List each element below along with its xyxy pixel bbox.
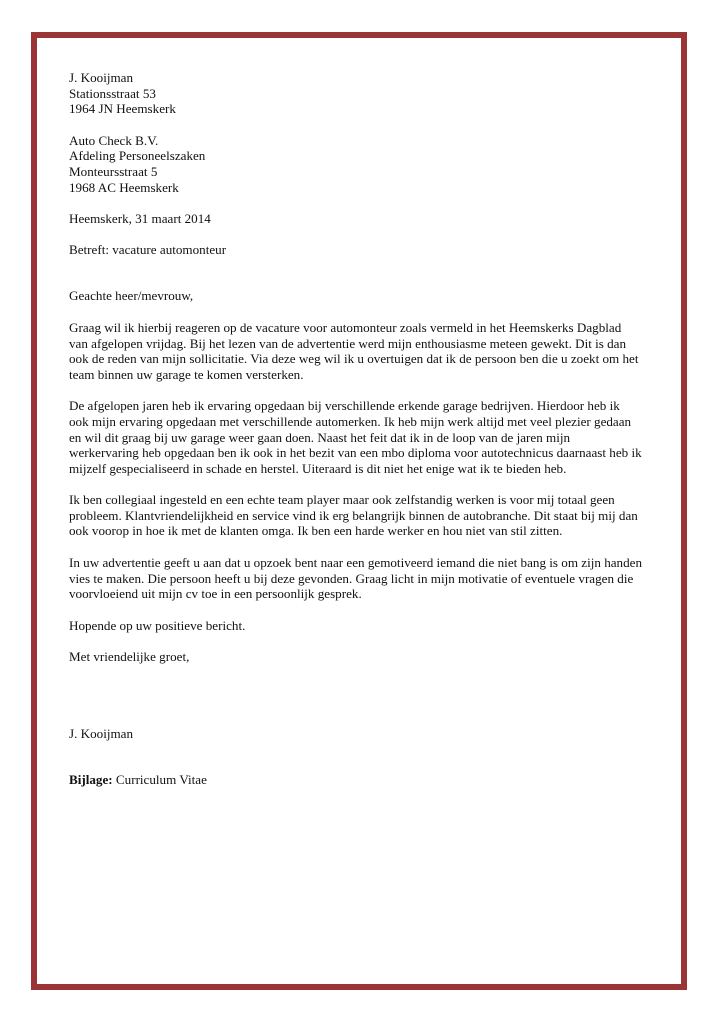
paragraph-line: Ik ben collegiaal ingesteld en een echte team player maar ook zelfstandig werken is voor mij totaal geen [69, 492, 615, 508]
paragraph-line: Graag wil ik hierbij reageren op de vacature voor automonteur zoals vermeld in het Heemskerks Dagblad [69, 319, 622, 335]
paragraph-line: In uw advertentie geeft u aan dat u opzoek bent naar een gemotiveerd iemand die niet bang is om zijn handen [69, 555, 642, 571]
attachment-line [69, 772, 689, 788]
paragraph-3 [69, 492, 689, 539]
paragraph-line: en wil dit graag bij uw garage weer gaan doen. Naast het feit dat ik in de loop van de jaren mijn [69, 429, 571, 445]
paragraph-line: van afgelopen vrijdag. Bij het lezen van de advertentie werd mijn enthousiasme meteen gewekt. Dit is dan [69, 335, 627, 351]
paragraph-line: ook voorop in hoe ik met de klanten omga. Ik ben een harde werker en hou niet van stil zitten. [69, 523, 563, 539]
closing: Met vriendelijke groet, [69, 649, 190, 665]
signature-name: J. Kooijman [69, 726, 134, 742]
recipient-department: Afdeling Personeelszaken [69, 148, 206, 164]
closing-hope: Hopende op uw positieve bericht. [69, 617, 246, 633]
paragraph-line: vies te maken. Die persoon heeft u bij deze gevonden. Graag licht in mijn motivatie of eventuele vragen die [69, 570, 634, 586]
subject-line: Betreft: vacature automonteur [69, 241, 227, 257]
paragraph-line: ook mijn ervaring opgedaan met verschillende automerken. Ik heb mijn werk altijd met veel plezier gedaan [69, 413, 632, 429]
paragraph-line: ook de reden van mijn sollicitatie. Via deze weg wil ik u overtuigen dat ik de persoon ben die u zoekt om het [69, 351, 639, 367]
sender-street: Stationsstraat 53 [69, 85, 156, 101]
sender-name: J. Kooijman [69, 70, 134, 85]
recipient-city: 1968 AC Heemskerk [69, 179, 179, 195]
paragraph-2 [69, 398, 689, 476]
recipient-block [69, 133, 689, 195]
recipient-street: Monteursstraat 5 [69, 163, 158, 179]
paragraph-line: probleem. Klantvriendelijkheid en service vind ik erg belangrijk binnen de autobranche. Dit staat bij mij dan [69, 507, 638, 523]
paragraph-line: werkervaring heb opgedaan ben ik ook in het bezit van een mbo diploma voor autotechnicus daarnaast heb ik [69, 445, 642, 461]
paragraph-4 [69, 555, 689, 602]
attachment-label: Bijlage: [69, 771, 113, 787]
paragraph-line: mijzelf gespecialiseerd in schade en herstel. Uiteraard is dit niet het enige wat ik te bieden heb. [69, 460, 567, 476]
cover-letter [69, 70, 689, 787]
paragraph-line: De afgelopen jaren heb ik ervaring opgedaan bij verschillende erkende garage bedrijven. Hierdoor heb ik [69, 398, 620, 414]
paragraph-line: voorvloeiend uit mijn cv toe in een persoonlijk gesprek. [69, 586, 362, 602]
salutation: Geachte heer/mevrouw, [69, 288, 194, 304]
paragraph-line: team binnen uw garage te komen versterken. [69, 366, 304, 382]
date-line: Heemskerk, 31 maart 2014 [69, 211, 211, 227]
recipient-company: Auto Check B.V. [69, 132, 159, 148]
paragraph-1 [69, 320, 689, 382]
sender-city: 1964 JN Heemskerk [69, 101, 176, 117]
attachment-value: Curriculum Vitae [115, 771, 207, 787]
sender-block [69, 70, 689, 117]
